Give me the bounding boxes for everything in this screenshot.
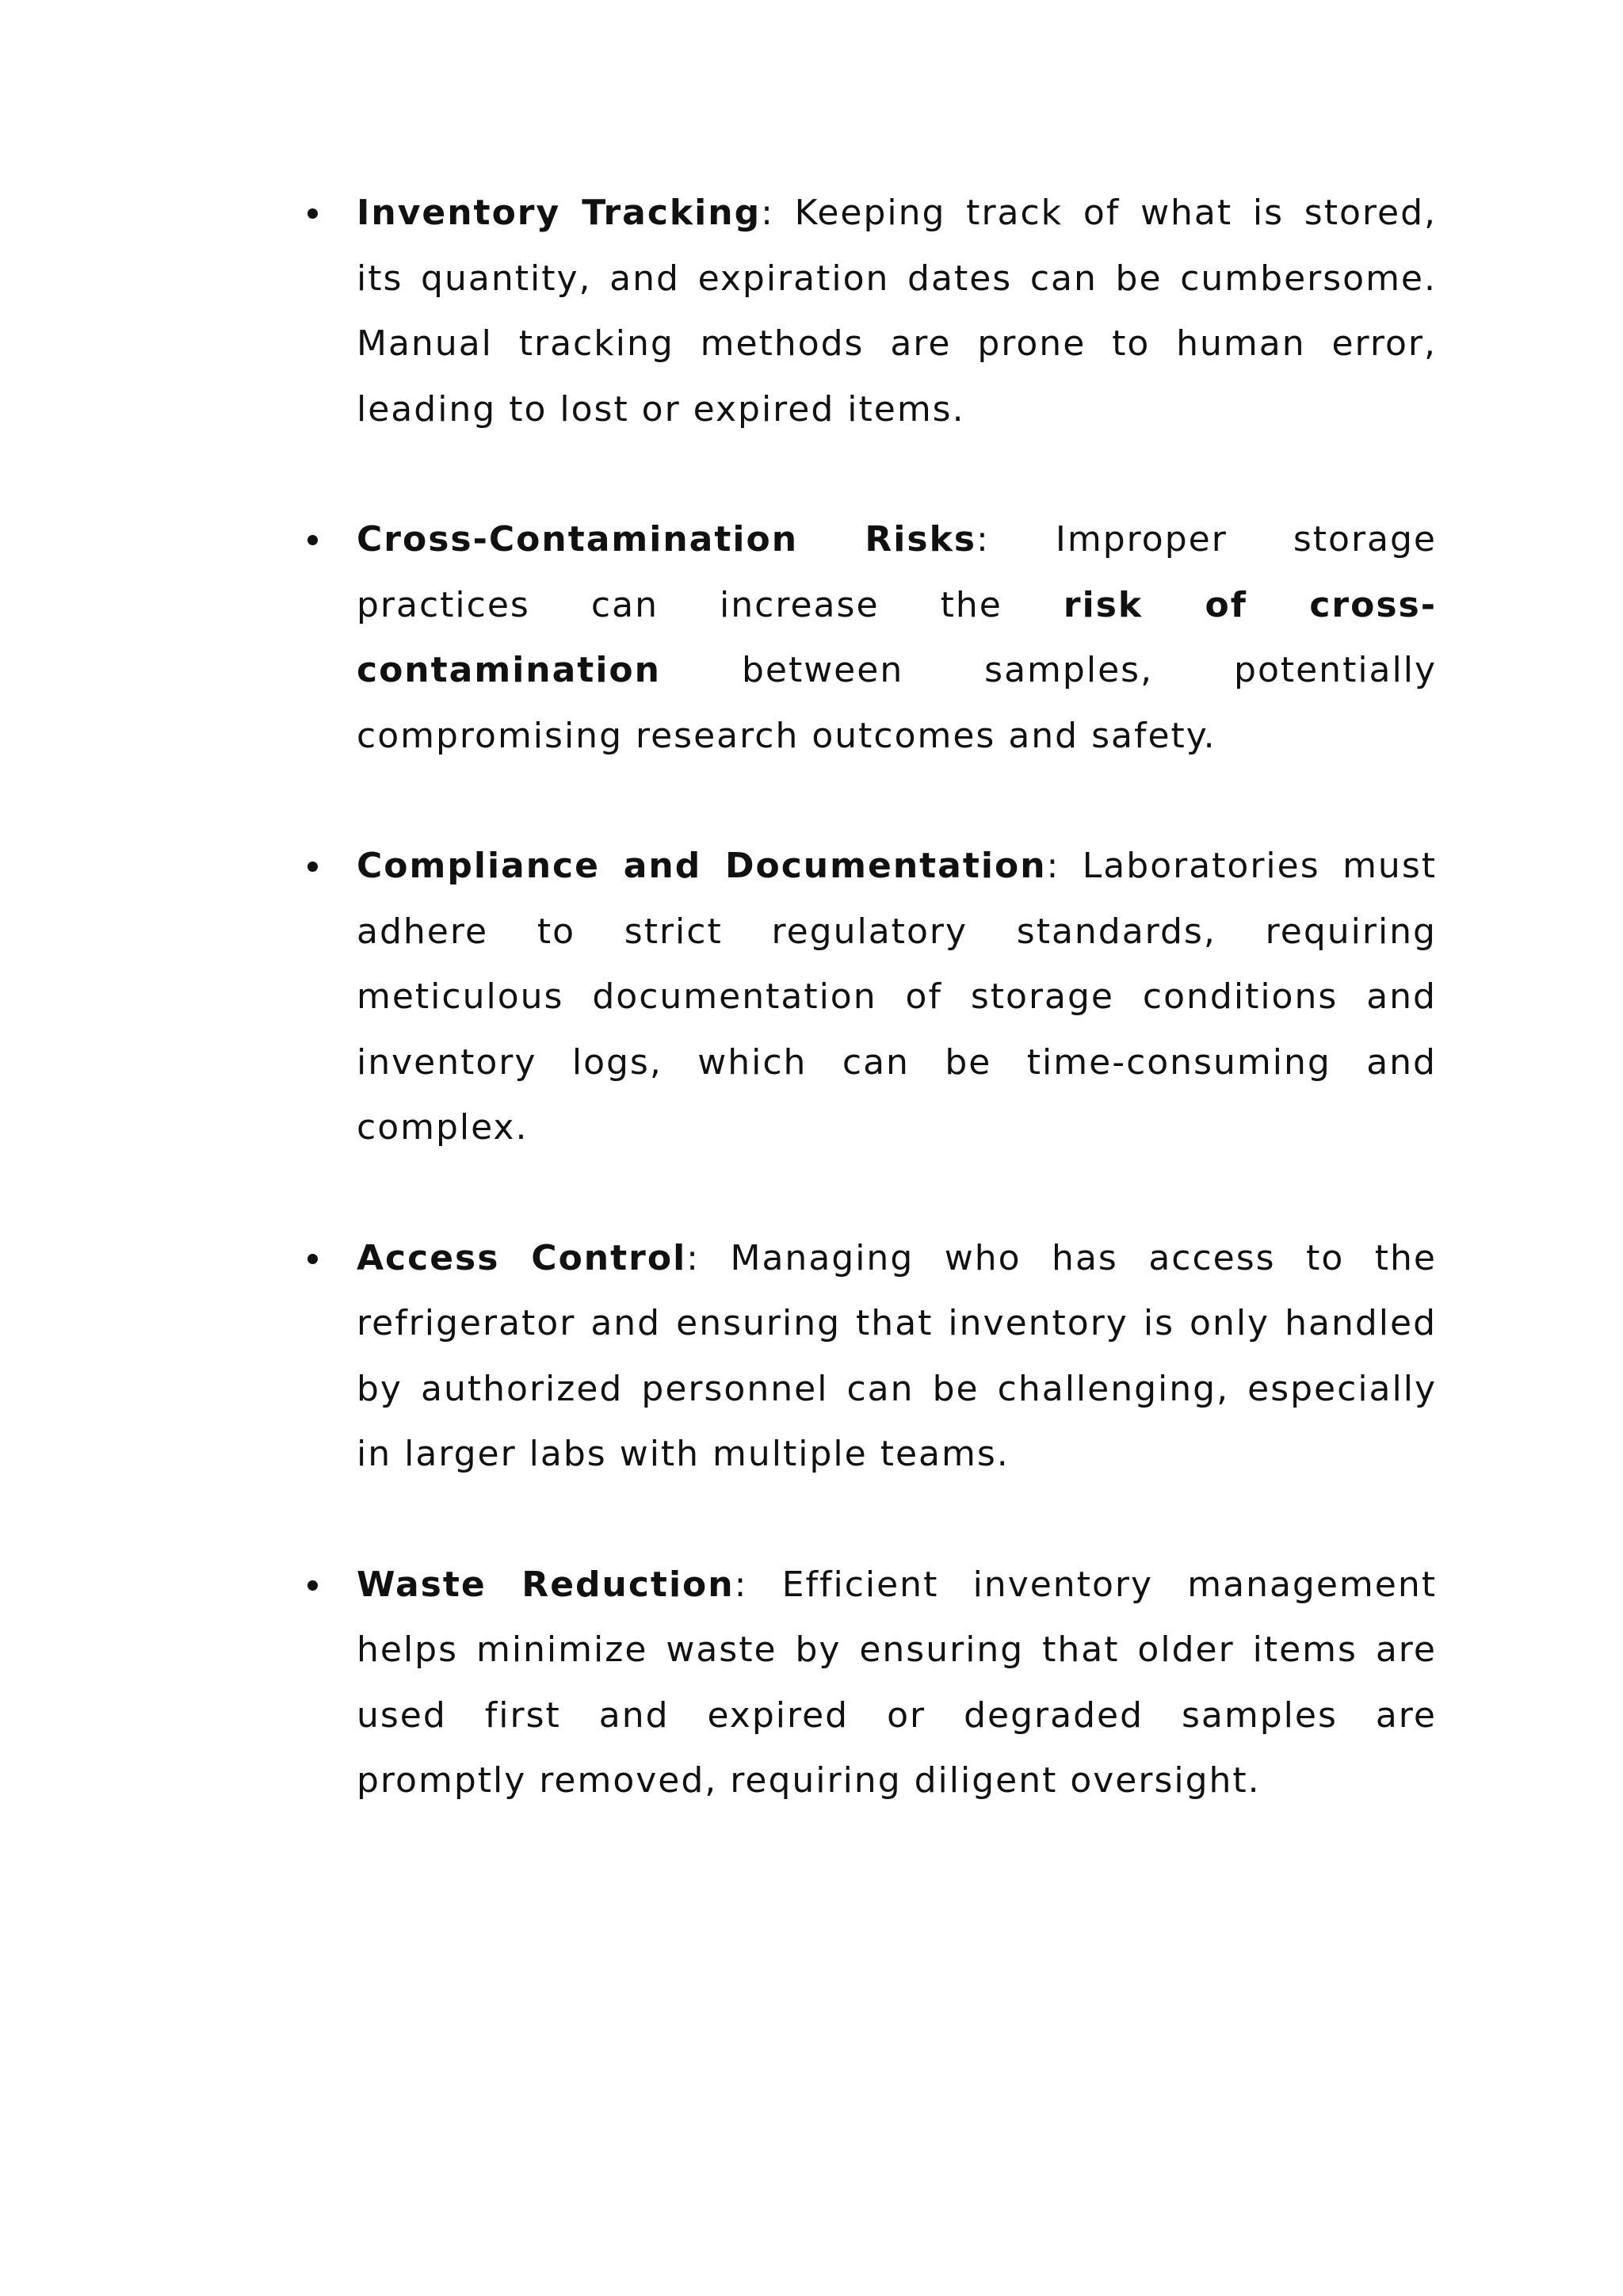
description-text: Efficient inventory management helps minimize waste by ensuring that older items are used first and expired or degraded samples are promptly removed, requiring diligent oversight. [357,1564,1437,1801]
bullet-icon [307,1580,318,1591]
list-item-cross-contamination-risks [300,507,1437,769]
list-item-compliance-and-documentation [300,834,1437,1161]
description-text-after: between samples, potentially compromising research outcomes and safety. [357,650,1437,756]
term-separator: : [734,1564,748,1605]
bullet-icon [307,1254,318,1264]
term-separator: : [1046,846,1060,886]
bullet-icon [307,535,318,545]
emphasized-phrase: risk of cross-contamination [357,584,1438,690]
description-text: Managing who has access to the refrigerator and ensuring that inventory is only handled by authorized personnel can be challenging, especially in larger labs with multiple teams. [357,1237,1437,1474]
term-separator: : [761,193,774,233]
list-item-access-control [300,1226,1437,1488]
description-text-before: Improper storage practices can increase the [357,519,1437,625]
list-item-text [357,1553,1437,1814]
term-heading: Waste Reduction [357,1564,735,1605]
list-item-text [357,834,1437,1161]
list-item-text [357,181,1437,442]
list-item-waste-reduction [300,1553,1437,1814]
term-separator: : [686,1237,700,1278]
term-heading: Inventory Tracking [357,193,762,233]
description-text: Keeping track of what is stored, its quantity, and expiration dates can be cumbersome. Manual tracking methods are prone to human error, leading to lost or expired items. [357,193,1437,430]
term-separator: : [976,519,990,560]
list-item-text [357,1226,1437,1488]
term-heading: Cross-Contamination Risks [357,519,977,560]
bullet-icon [307,208,318,219]
list-item-inventory-tracking [300,181,1437,442]
description-text: Laboratories must adhere to strict regulatory standards, requiring meticulous documentation of storage conditions and inventory logs, which can be time-consuming and complex. [357,846,1437,1148]
term-heading: Access Control [357,1237,687,1278]
term-heading: Compliance and Documentation [357,846,1047,886]
bullet-icon [307,861,318,872]
challenges-bullet-list [300,181,1437,1879]
list-item-text [357,507,1437,769]
